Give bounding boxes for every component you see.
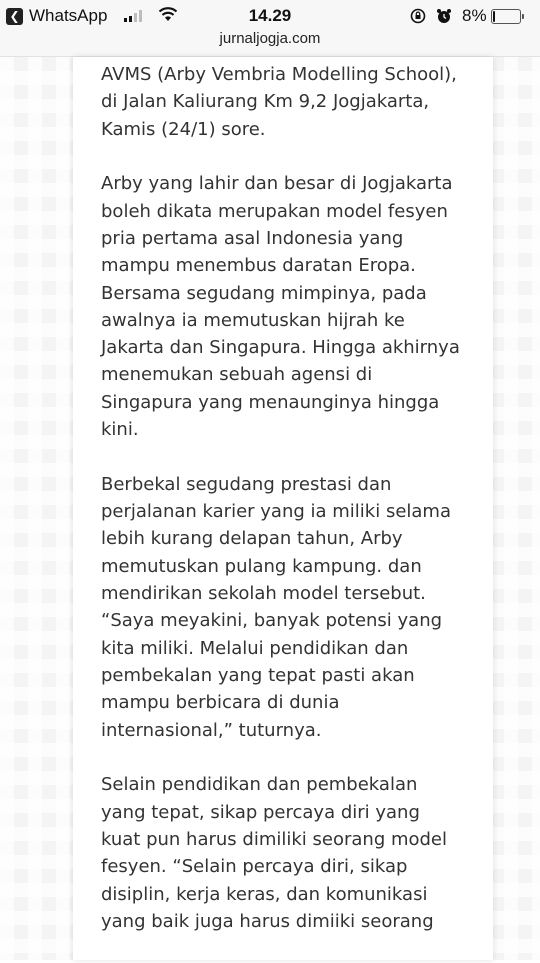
article-paragraph-4: Selain pendidikan dan pembekalan yang tepat, sikap percaya diri yang kuat pun harus dimiliki seorang model fesyen. “Selain percaya diri, sikap disiplin, kerja keras, dan komunikasi yang baik juga harus dimiiki seorang (101, 774, 448, 932)
clock-time: 14.29 (248, 6, 292, 25)
back-arrow-icon: ❮ (6, 8, 23, 25)
status-right-icons (410, 6, 521, 26)
status-top-row (0, 4, 540, 28)
article-paragraph-2: Arby yang lahir dan besar di Jogjakarta boleh dikata merupakan model fesyen pria pertama asal Indonesia yang mampu menembus daratan Eropa. Bersama segudang mimpinya, pada awalnya ia memutuskan hijrah ke Jakarta dan Singapura. Hingga akhirnya menemukan sebuah agensi di Singapura yang menaunginya hingga kini. (101, 173, 460, 441)
status-bar (0, 0, 540, 57)
battery-icon (491, 9, 521, 24)
article-paragraph-1: AVMS (Arby Vembria Modelling School), di Jalan Kaliurang Km 9,2 Jogjakarta, Kamis (24/1) sore. (101, 64, 457, 140)
battery-tip (522, 14, 524, 19)
article-body (101, 61, 461, 963)
url-bar[interactable]: jurnaljogja.com (219, 30, 321, 47)
alarm-icon (436, 8, 452, 24)
battery-percentage: 8% (462, 6, 487, 25)
article-paragraph-3: Berbekal segudang prestasi dan perjalanan karier yang ia miliki selama lebih kurang delapan tahun, Arby memutuskan pulang kampung. dan mendirikan sekolah model tersebut. “Saya meyakini, banyak potensi yang kita miliki. Melalui pendidikan dan pembekalan yang tepat pasti akan mampu berbicara di dunia internasional,” tuturnya. (101, 473, 451, 741)
rotation-lock-icon (410, 8, 426, 24)
back-app-name: WhatsApp (29, 6, 108, 25)
article-card (73, 57, 493, 960)
battery-fill (493, 11, 495, 22)
